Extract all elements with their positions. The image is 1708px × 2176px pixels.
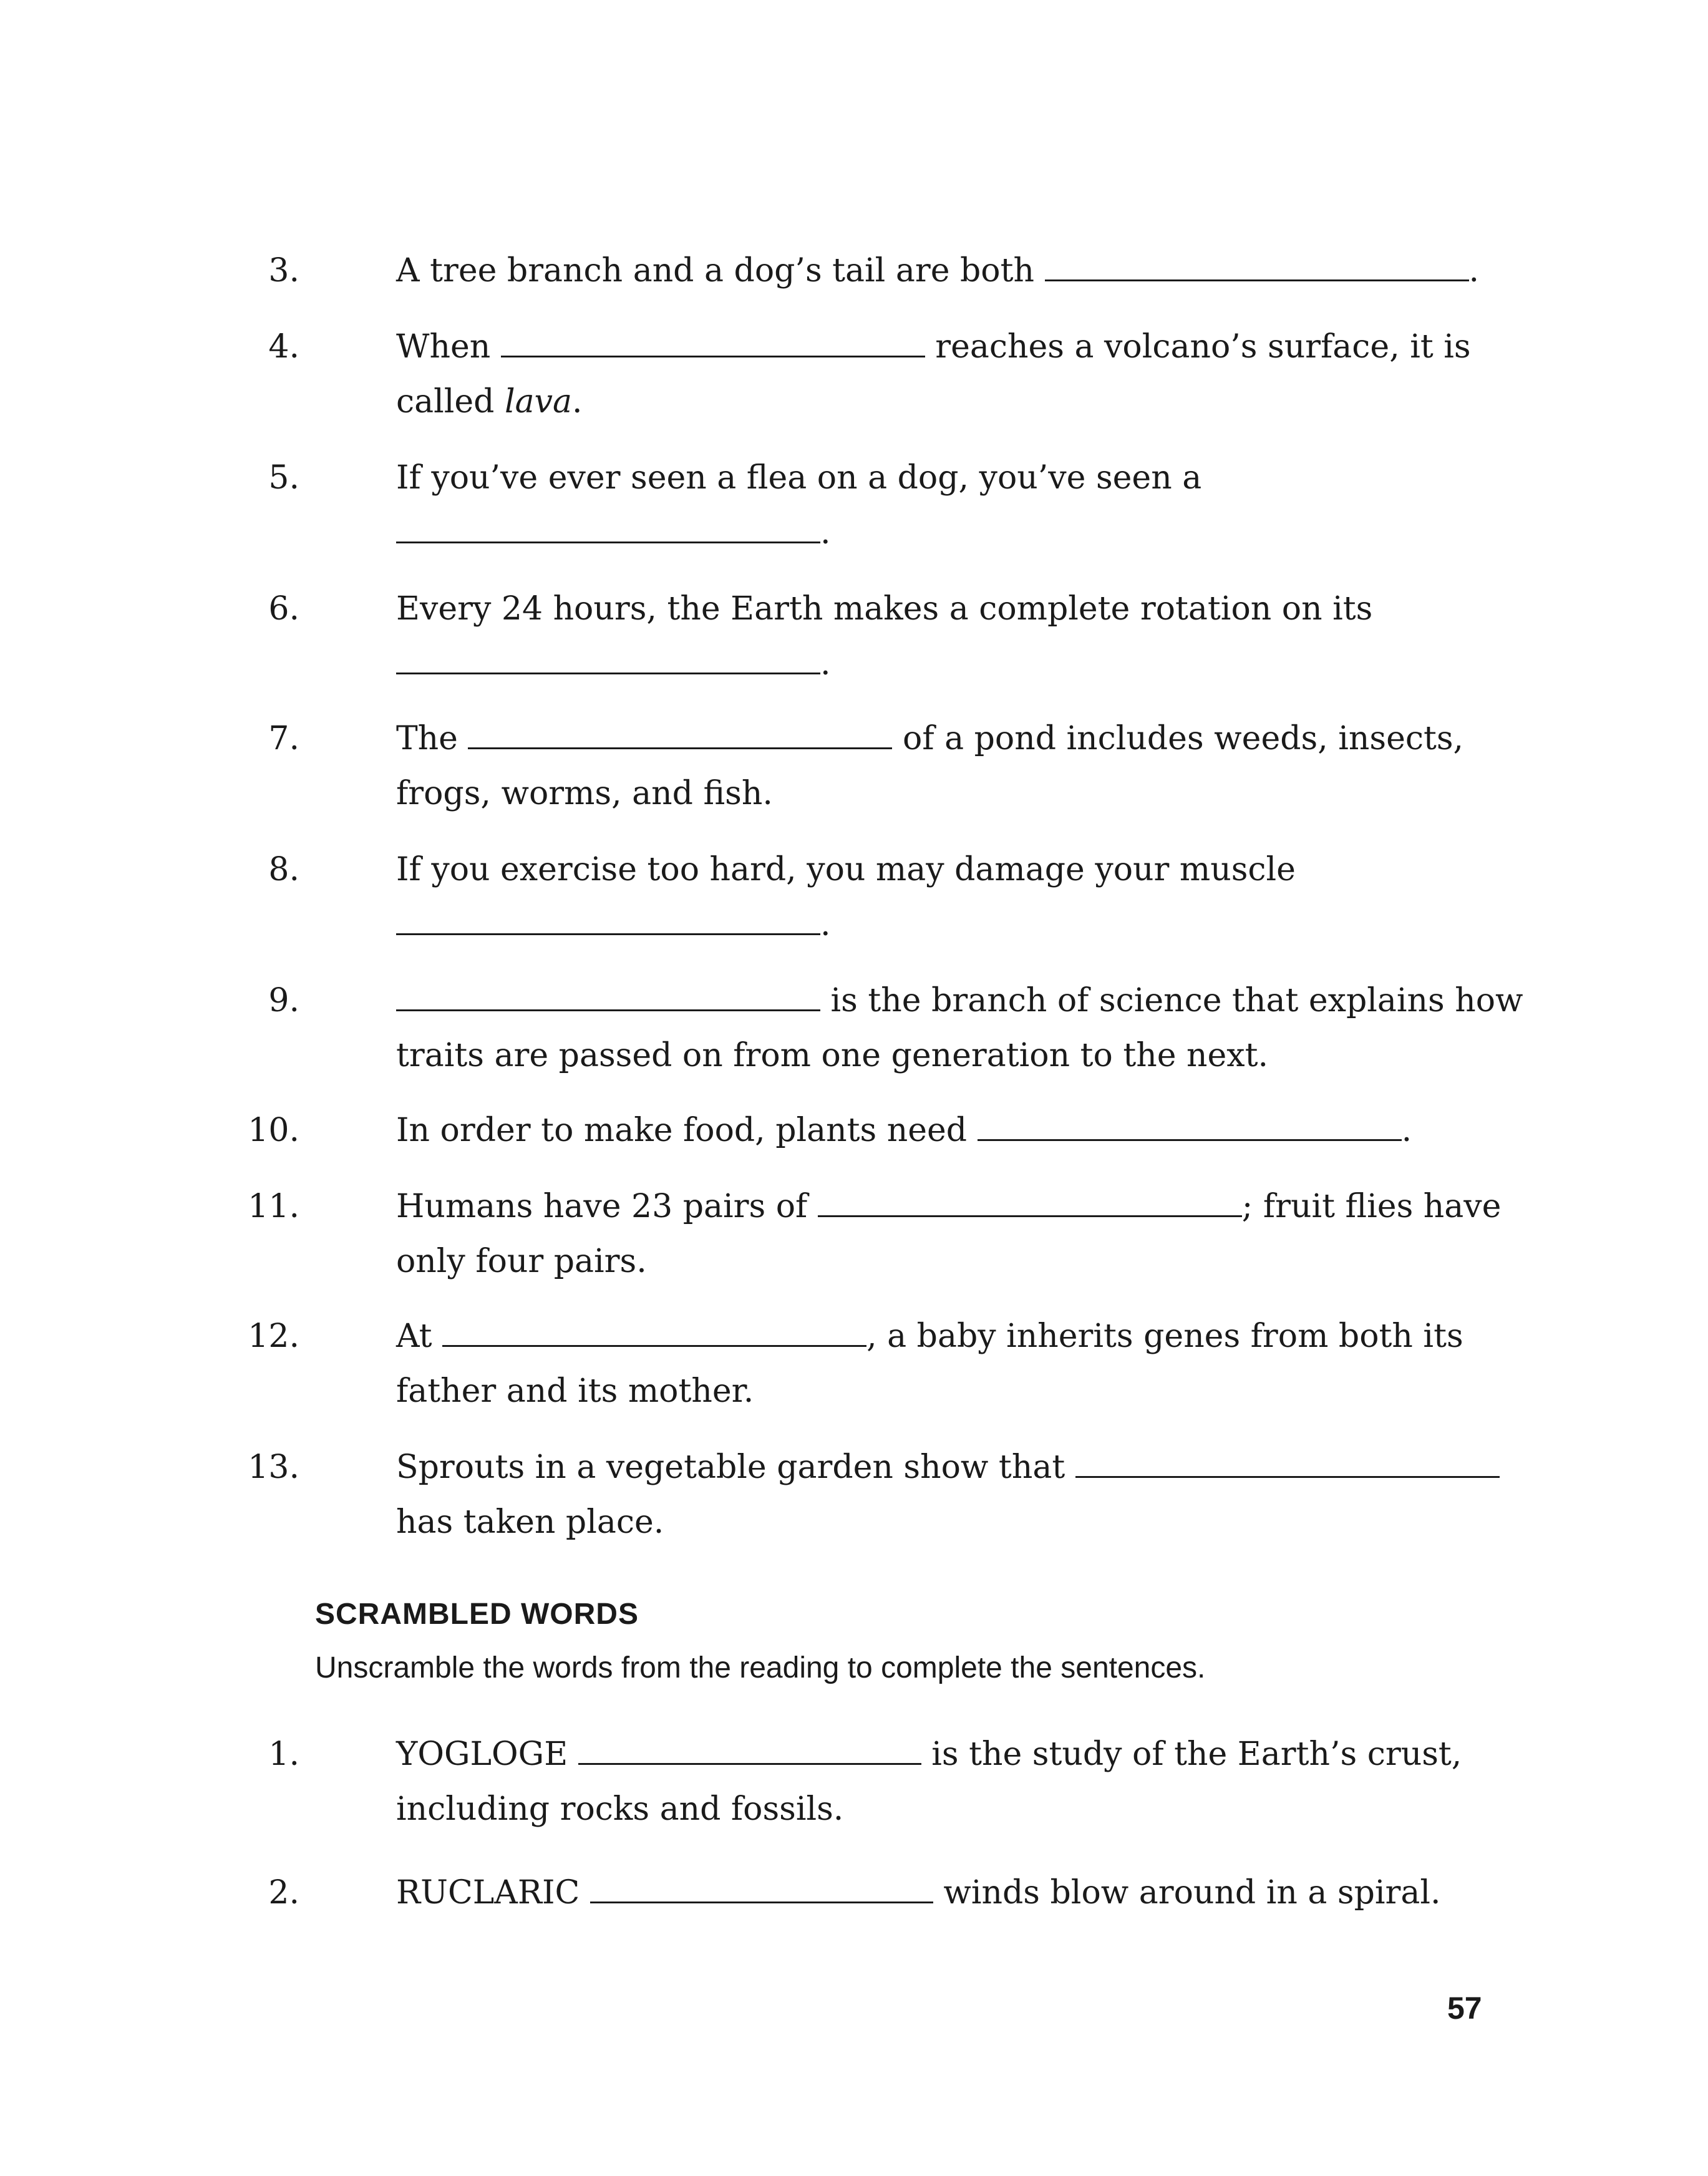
question-7	[268, 711, 1478, 821]
question-text-after: .	[820, 514, 831, 551]
answer-blank[interactable]	[818, 1179, 1242, 1217]
question-text: Humans have 23 pairs of	[396, 1188, 818, 1225]
question-number: 12.	[248, 1318, 299, 1355]
question-text: In order to make food, plants need	[396, 1112, 978, 1149]
question-number: 8.	[268, 851, 299, 888]
answer-blank[interactable]	[978, 1103, 1402, 1141]
answer-blank[interactable]	[501, 319, 925, 357]
question-text: Sprouts in a vegetable garden show that	[396, 1449, 1075, 1486]
question-5	[268, 450, 1478, 560]
question-text-after: ; fruit flies have only four pairs.	[396, 1188, 1502, 1280]
scrambled-item-2	[268, 1865, 1478, 1920]
scrambled-item-1	[268, 1727, 1478, 1837]
answer-blank[interactable]	[396, 973, 820, 1011]
answer-blank[interactable]	[590, 1865, 933, 1903]
question-text-after: .	[1468, 252, 1480, 289]
question-number: 5.	[268, 459, 299, 497]
answer-blank[interactable]	[396, 636, 820, 674]
question-text: At	[396, 1318, 443, 1355]
section-instructions: Unscramble the words from the reading to complete the sentences.	[315, 1651, 1206, 1684]
question-text-after: is the branch of science that explains how traits are passed on from one generation to the next.	[396, 982, 1523, 1074]
question-text: If you exercise too hard, you may damage your muscle	[396, 851, 1296, 888]
item-text-after: winds blow around in a spiral.	[933, 1874, 1441, 1911]
answer-blank[interactable]	[1045, 243, 1469, 281]
question-8	[268, 842, 1478, 952]
question-number: 11.	[248, 1188, 299, 1225]
question-number: 10.	[248, 1112, 299, 1149]
answer-blank[interactable]	[1075, 1440, 1500, 1478]
question-text-after: .	[820, 906, 831, 943]
question-text: Every 24 hours, the Earth makes a complete rotation on its	[396, 590, 1373, 628]
question-13	[248, 1440, 1478, 1550]
italic-term: lava	[504, 383, 572, 420]
section-title: SCRAMBLED WORDS	[315, 1598, 639, 1631]
answer-blank[interactable]	[578, 1727, 921, 1765]
question-10	[248, 1103, 1478, 1158]
question-number: 3.	[268, 252, 299, 289]
question-4	[268, 319, 1478, 429]
answer-blank[interactable]	[442, 1309, 866, 1347]
question-9	[268, 973, 1523, 1083]
question-text: If you’ve ever seen a flea on a dog, you’ve seen a	[396, 459, 1202, 497]
question-number: 6.	[268, 590, 299, 628]
question-text-after: .	[820, 645, 831, 682]
question-text-tail: .	[572, 383, 583, 420]
question-6	[268, 581, 1478, 691]
item-text-after: is the study of the Earth’s crust, including rocks and fossils.	[396, 1736, 1462, 1828]
item-number: 2.	[268, 1874, 299, 1911]
question-text-after: of a pond includes weeds, insects, frogs, worms, and fish.	[396, 720, 1464, 812]
question-text-after: .	[1401, 1112, 1412, 1149]
answer-blank[interactable]	[396, 897, 820, 935]
scrambled-word: YOGLOGE	[396, 1736, 578, 1773]
question-3	[268, 243, 1480, 298]
question-11	[248, 1179, 1502, 1289]
question-text-after: has taken place.	[396, 1503, 664, 1541]
answer-blank[interactable]	[468, 711, 892, 749]
question-text-after: , a baby inherits genes from both its father and its mother.	[396, 1318, 1463, 1410]
question-number: 9.	[268, 982, 299, 1019]
question-text: When	[396, 328, 501, 366]
page-number: 57	[1447, 1991, 1482, 2026]
question-number: 7.	[268, 720, 299, 757]
question-number: 13.	[248, 1449, 299, 1486]
question-12	[248, 1309, 1478, 1419]
item-number: 1.	[268, 1736, 299, 1773]
question-text: The	[396, 720, 468, 757]
question-text: A tree branch and a dog’s tail are both	[396, 252, 1045, 289]
scrambled-word: RUCLARIC	[396, 1874, 590, 1911]
answer-blank[interactable]	[396, 505, 820, 543]
question-text-after: reaches a volcano’s surface, it is called	[396, 328, 1471, 420]
question-number: 4.	[268, 328, 299, 366]
